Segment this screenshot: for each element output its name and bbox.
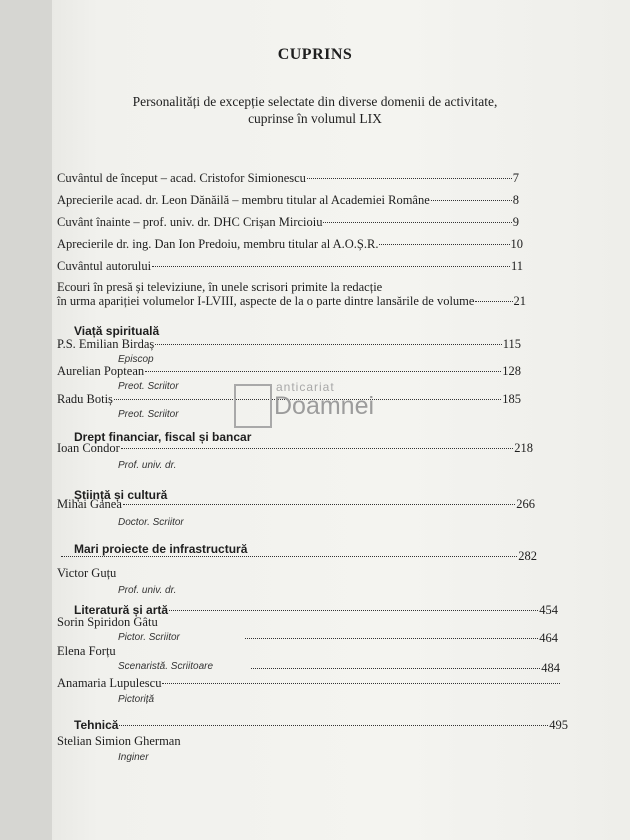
toc-entry: Anamaria Lupulescu xyxy=(57,676,561,691)
author-role: Prof. univ. dr. xyxy=(118,585,177,596)
toc-entry-name: Stelian Simion Gherman xyxy=(57,734,181,748)
author-role: Scenaristă. Scriitoare xyxy=(118,661,214,672)
toc-entry: Aurelian Poptean 128 xyxy=(57,364,521,378)
author-role: Doctor. Scriitor xyxy=(118,517,184,528)
toc-entry-leader: 484 xyxy=(250,661,560,676)
toc-entry-name: Elena Forțu xyxy=(57,644,116,658)
toc-entry-leader: 464 xyxy=(244,631,558,646)
section-heading: Drept financiar, fiscal și bancar xyxy=(74,430,252,444)
toc-entry: Literatură și artă 454 xyxy=(74,603,558,617)
section-heading: Știință și cultură xyxy=(74,488,168,502)
section-heading: Viață spirituală xyxy=(74,324,160,338)
toc-entry: în urma apariției volumelor I-LVIII, aspecte de la o parte dintre lansările de volume 21 xyxy=(57,294,526,308)
book-stack-icon xyxy=(234,384,272,428)
toc-entry: Aprecierile acad. dr. Leon Dănăilă – membru titular al Academiei Române 8 xyxy=(57,193,519,207)
toc-entry: Cuvânt înainte – prof. univ. dr. DHC Crișan Mircioiu 9 xyxy=(57,215,519,229)
page-title: CUPRINS xyxy=(277,46,353,63)
toc-entry: P.S. Emilian Birdaș 115 xyxy=(57,337,521,351)
author-role: Episcop xyxy=(118,354,154,365)
toc-entry: Aprecierile dr. ing. Dan Ion Predoiu, membru titular al A.O.Ș.R. 10 xyxy=(57,237,523,251)
author-role: Pictor. Scriitor xyxy=(118,632,180,643)
author-role: Preot. Scriitor xyxy=(118,381,179,392)
toc-entry: Tehnică 495 xyxy=(74,718,568,732)
author-role: Prof. univ. dr. xyxy=(118,460,177,471)
toc-entry-name: Sorin Spiridon Gâtu xyxy=(57,615,158,629)
subtitle-line-2: cuprinse în volumul LIX xyxy=(248,111,382,126)
watermark-logo: anticariat Doamnei xyxy=(234,378,384,438)
toc-entry: Mihai Ganea 266 xyxy=(57,497,535,511)
toc-entry: Ioan Condor 218 xyxy=(57,441,533,455)
toc-entry: Cuvântul de început – acad. Cristofor Simionescu 7 xyxy=(57,171,519,185)
author-role: Pictoriță xyxy=(118,694,155,705)
toc-entry: Radu Botiș 185 xyxy=(57,392,521,406)
subtitle-line-1: Personalități de excepție selectate din diverse domenii de activitate, xyxy=(132,94,498,109)
toc-entry-name: Victor Guțu xyxy=(57,566,117,580)
author-role: Inginer xyxy=(118,752,149,763)
author-role: Preot. Scriitor xyxy=(118,409,179,420)
section-heading: Mari proiecte de infrastructură xyxy=(74,542,248,556)
toc-entry: 282 xyxy=(57,549,537,564)
echoes-line-1: Ecouri în presă și televiziune, în unele scrisori primite la redacție xyxy=(57,280,383,294)
toc-entry: Cuvântul autorului 11 xyxy=(57,259,523,273)
